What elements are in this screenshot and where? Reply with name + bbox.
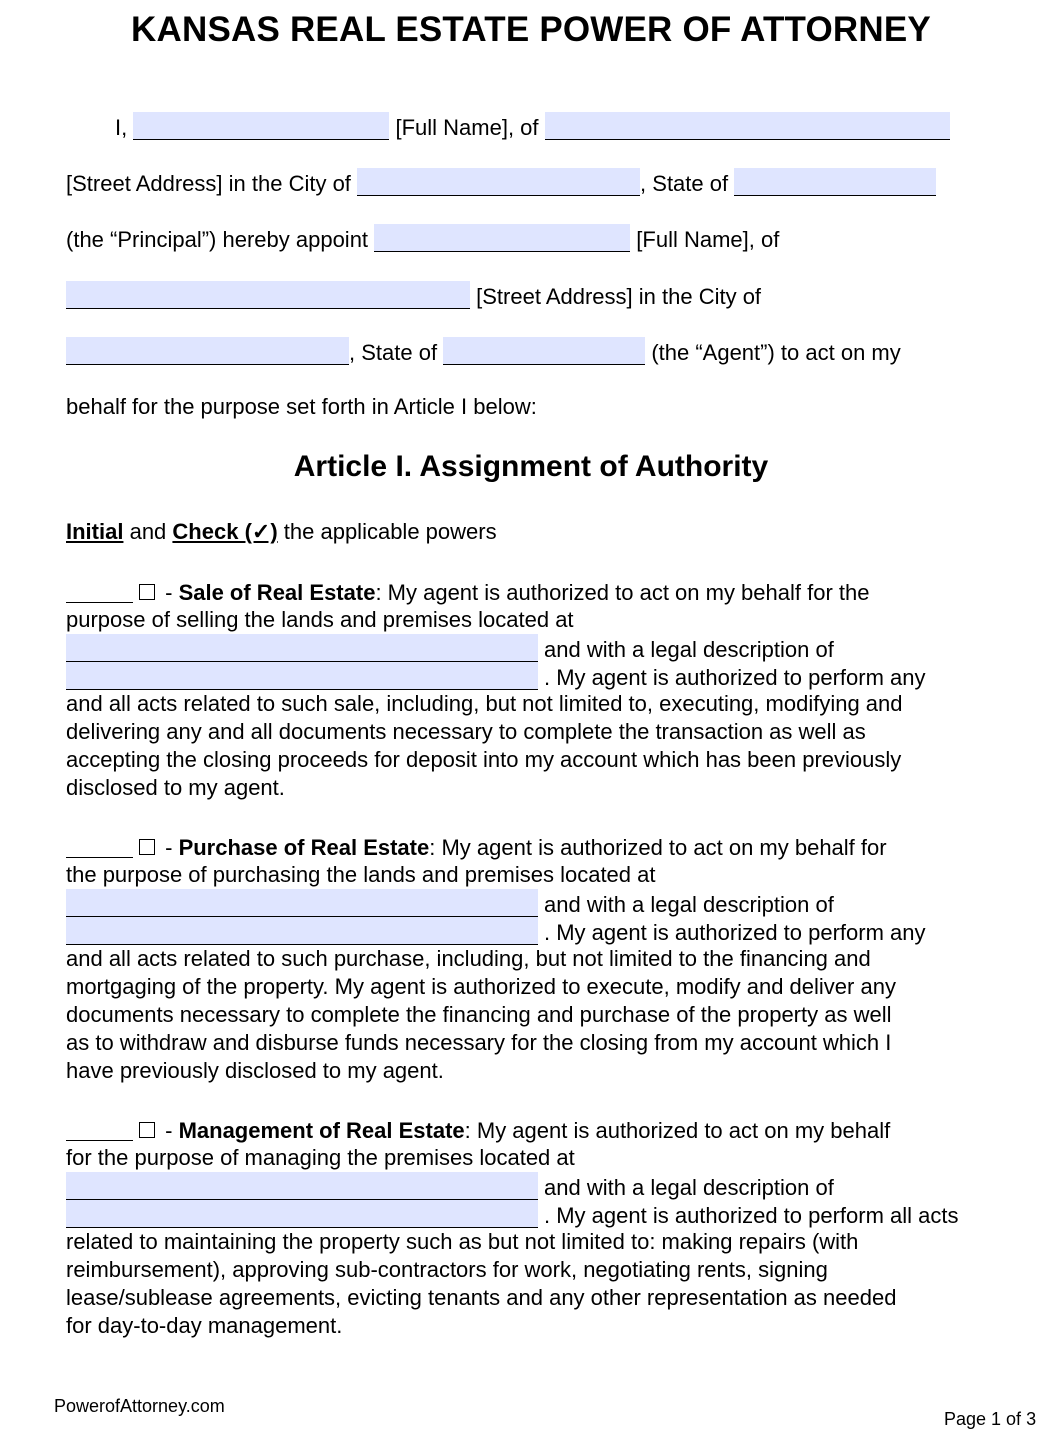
power-text: for day-to-day management. (66, 1313, 343, 1338)
principal-city-field[interactable] (357, 168, 640, 196)
legal-description-field[interactable] (66, 662, 538, 690)
power-text: disclosed to my agent. (66, 775, 285, 800)
initial-label: Initial (66, 519, 124, 544)
power-checkbox[interactable] (139, 1122, 155, 1138)
power-purchase-section (66, 833, 1006, 1085)
intro-text: [Full Name], of (395, 115, 539, 140)
property-location-field[interactable] (66, 889, 538, 917)
intro-line-3 (66, 224, 779, 254)
power-text: and with a legal description of (544, 637, 834, 662)
check-label: Check (✓) (172, 519, 278, 544)
dash-text: - (159, 580, 179, 605)
intro-text: [Street Address] in the City of (476, 284, 762, 309)
power-checkbox[interactable] (139, 584, 155, 600)
power-text: as to withdraw and disburse funds necessary for the closing from my account which I (66, 1030, 892, 1055)
power-text: : My agent is authorized to act on my behalf (464, 1118, 891, 1143)
power-text: related to maintaining the property such as but not limited to: making repairs (with (66, 1229, 859, 1254)
power-text: lease/sublease agreements, evicting tenants and any other representation as needed (66, 1285, 897, 1310)
intro-text: [Street Address] in the City of (66, 171, 351, 196)
intro-text: (the “Principal”) hereby appoint (66, 227, 369, 252)
legal-description-field[interactable] (66, 1200, 538, 1228)
intro-text: [Full Name], of (636, 227, 780, 252)
intro-text: I, (115, 115, 128, 140)
principal-state-field[interactable] (734, 168, 936, 196)
intro-line-6: behalf for the purpose set forth in Article I below: (66, 394, 537, 419)
agent-street-field[interactable] (66, 281, 470, 309)
power-name: Purchase of Real Estate (178, 835, 430, 860)
document-title: KANSAS REAL ESTATE POWER OF ATTORNEY (131, 10, 931, 49)
power-text: accepting the closing proceeds for deposit into my account which has been previously (66, 747, 902, 772)
agent-name-field[interactable] (374, 224, 630, 252)
intro-line-5 (66, 337, 901, 367)
power-text: reimbursement), approving sub-contractors for work, negotiating rents, signing (66, 1257, 828, 1282)
power-text: the purpose of purchasing the lands and premises located at (66, 862, 656, 887)
instruction-text: the applicable powers (283, 519, 497, 544)
power-text: . My agent is authorized to perform any (544, 665, 926, 690)
principal-name-field[interactable] (133, 112, 389, 140)
dash-text: - (159, 835, 179, 860)
power-text: and all acts related to such sale, including, but not limited to, executing, modifying and (66, 691, 903, 716)
page-number: Page 1 of 3 (944, 1409, 1037, 1429)
power-text: mortgaging of the property. My agent is authorized to execute, modify and deliver any (66, 974, 896, 999)
intro-line-4 (66, 281, 761, 311)
principal-street-field[interactable] (545, 112, 950, 140)
power-text: and with a legal description of (544, 1175, 834, 1200)
property-location-field[interactable] (66, 1172, 538, 1200)
intro-text: , State of (349, 340, 438, 365)
power-text: . My agent is authorized to perform all acts (544, 1203, 959, 1228)
intro-text: , State of (640, 171, 729, 196)
intro-line-1 (115, 112, 950, 142)
power-name: Sale of Real Estate (178, 580, 376, 605)
power-text: : My agent is authorized to act on my behalf for (429, 835, 887, 860)
intro-text: (the “Agent”) to act on my (651, 340, 901, 365)
instruction-text: and (129, 519, 167, 544)
property-location-field[interactable] (66, 634, 538, 662)
legal-description-field[interactable] (66, 917, 538, 945)
power-text: delivering any and all documents necessary to complete the transaction as well as (66, 719, 866, 744)
power-management-section (66, 1116, 1006, 1340)
footer-site: PowerofAttorney.com (54, 1396, 225, 1416)
power-text: . My agent is authorized to perform any (544, 920, 926, 945)
power-text: and all acts related to such purchase, including, but not limited to the financing and (66, 946, 871, 971)
intro-line-2 (66, 168, 936, 198)
power-sale-section (66, 578, 1006, 802)
initial-field[interactable] (66, 578, 133, 603)
power-name: Management of Real Estate (178, 1118, 465, 1143)
agent-city-field[interactable] (66, 337, 349, 365)
agent-state-field[interactable] (443, 337, 645, 365)
power-text: and with a legal description of (544, 892, 834, 917)
power-text: documents necessary to complete the financing and purchase of the property as well (66, 1002, 892, 1027)
power-text: purpose of selling the lands and premises located at (66, 607, 574, 632)
article-heading: Article I. Assignment of Authority (293, 450, 769, 483)
dash-text: - (159, 1118, 179, 1143)
instruction-line (66, 518, 497, 546)
initial-field[interactable] (66, 1116, 133, 1141)
power-checkbox[interactable] (139, 839, 155, 855)
power-text: for the purpose of managing the premises located at (66, 1145, 575, 1170)
initial-field[interactable] (66, 833, 133, 858)
power-text: : My agent is authorized to act on my behalf for the (375, 580, 870, 605)
power-text: have previously disclosed to my agent. (66, 1058, 444, 1083)
